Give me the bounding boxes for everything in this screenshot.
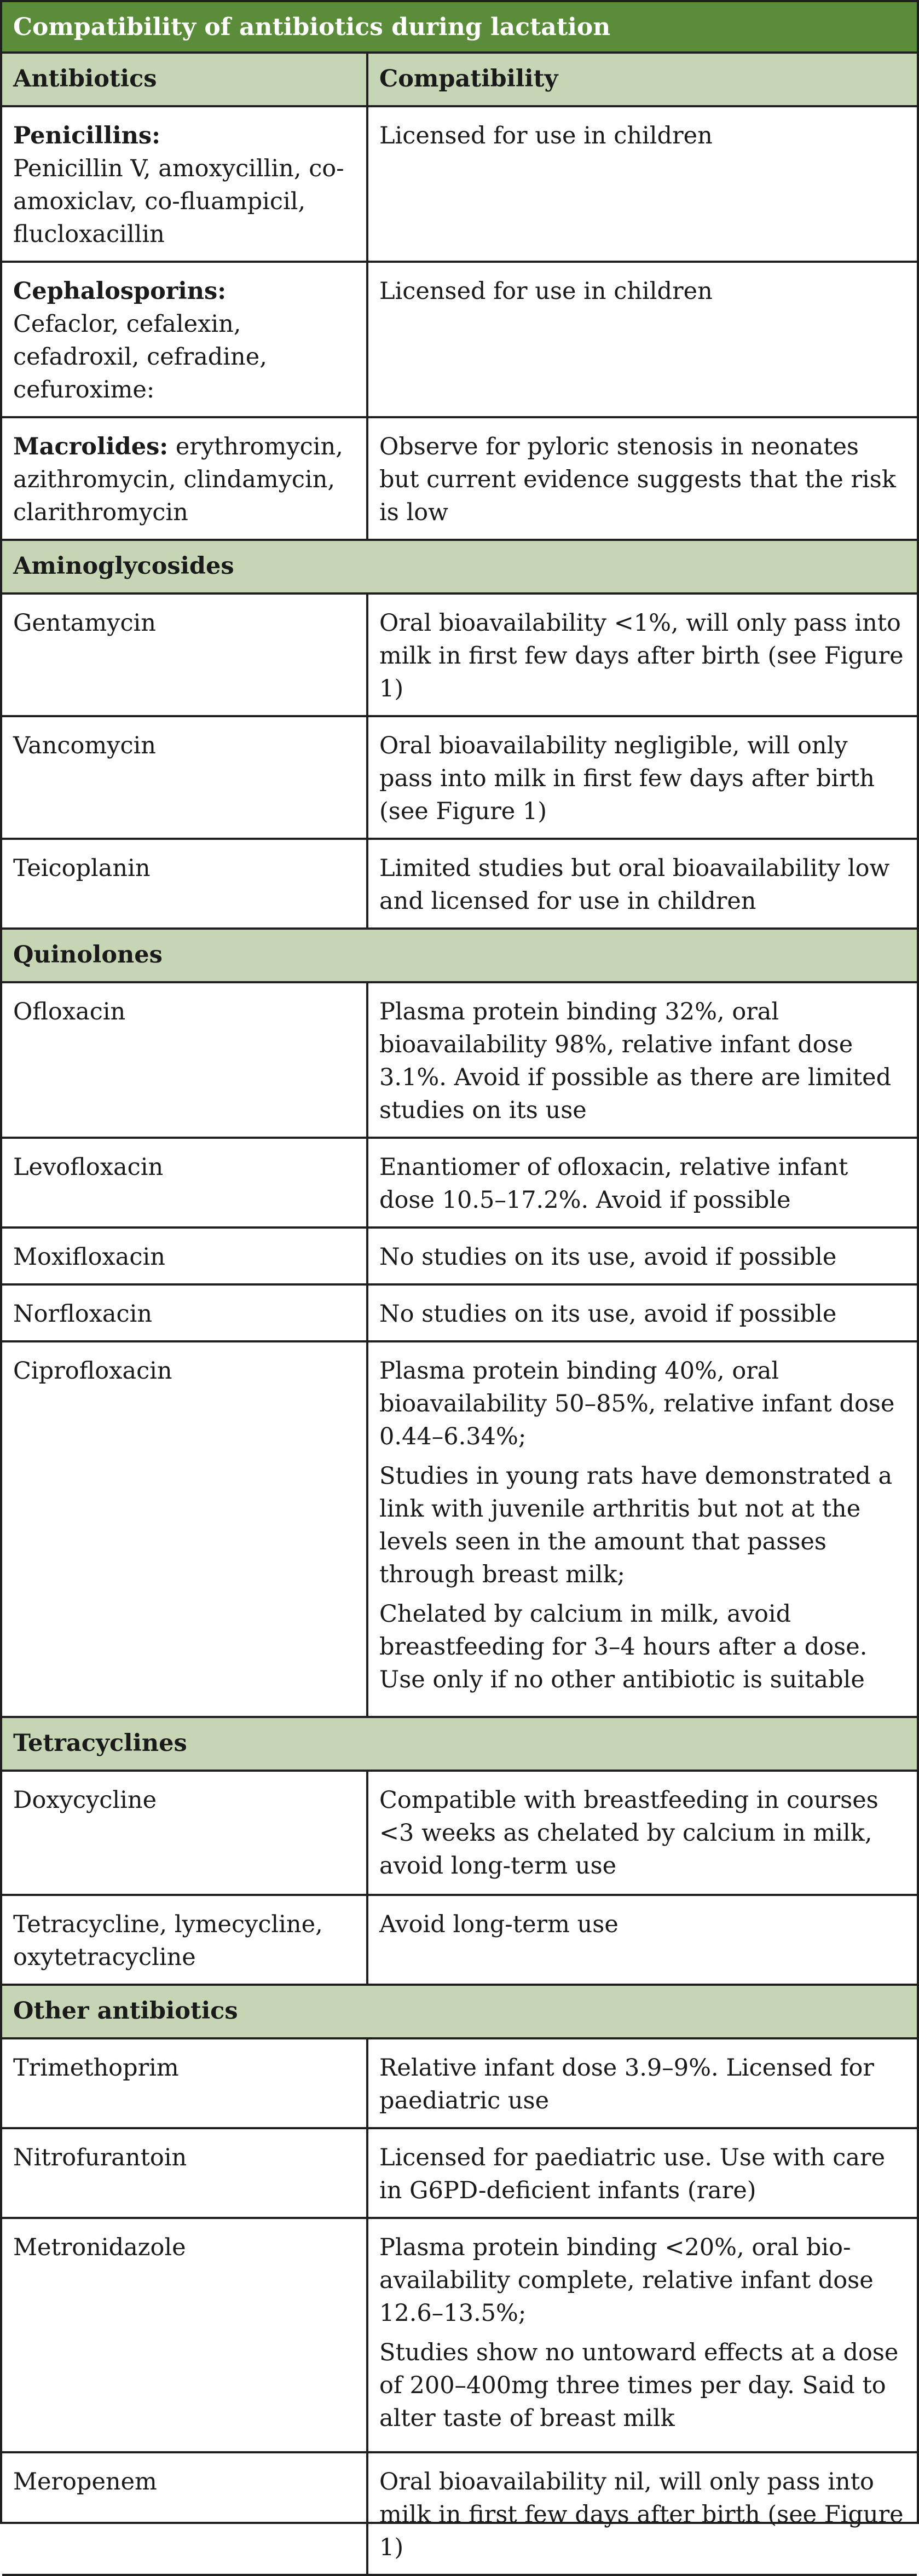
compat-cell [367,593,917,716]
antibiotics-table [2,54,917,2576]
drug-cell: Ofloxacin [2,982,367,1138]
section-header-tetracyclines [2,1717,917,1771]
drug-cell: Metronidazole [2,2218,367,2452]
section-header-aminoglycosides [2,540,917,593]
header-antibiotics: Antibiotics [2,54,367,106]
table-row-cephalosporins [2,262,917,417]
drug-cell [2,417,367,540]
compat-text: Oral bioavailability nil, will only pass into milk in first few days after birth (see Figure 1) [379,2468,904,2561]
group-label: Penicillins: [13,122,161,149]
drug-list: erythromycin, azithromycin, clindamycin, clarithromycin [13,433,343,526]
compat-text: Licensed for use in children [379,278,713,305]
drug-list: Cefaclor, cefalexin, cefadroxil, cefradine, cefuroxime: [13,310,267,404]
table-row-norfloxacin [2,1284,917,1341]
compat-text: Oral bioavailability negligible, will only pass into milk in first few days after birth (see Figure 1) [379,732,875,825]
compat-cell [367,1138,917,1228]
table-row-macrolides [2,417,917,540]
compat-text: Enantiomer of ofloxacin, relative infant dose 10.5–17.2%. Avoid if possible [379,1154,848,1214]
table-row-gentamycin [2,593,917,716]
table-row-teicoplanin [2,839,917,929]
compat-cell [367,1228,917,1284]
compat-cell [367,839,917,929]
compat-text: Studies in young rats have demonstrated a link with juvenile arthritis but not at the levels seen in the amount that passes through breast milk; [379,1462,893,1588]
compat-cell [367,2038,917,2128]
table-row-levofloxacin [2,1138,917,1228]
compat-cell [367,1341,917,1717]
table-row-nitrofurantoin [2,2128,917,2218]
table-title: Compatibility of antibiotics during lactation [2,2,917,54]
compat-text: No studies on its use, avoid if possible [379,1300,837,1328]
compat-text: Studies show no untoward effects at a dose of 200–400mg three times per day. Said to alter taste of breast milk [379,2339,899,2432]
table-header-row [2,54,917,106]
table-row-doxycycline [2,1771,917,1895]
compat-text: Plasma protein binding 40%, oral bioavailability 50–85%, relative infant dose 0.44–6.34%; [379,1357,895,1450]
compat-cell [367,1771,917,1895]
drug-cell [2,106,367,262]
compat-cell [367,262,917,417]
drug-cell: Gentamycin [2,593,367,716]
compat-text: No studies on its use, avoid if possible [379,1243,837,1271]
compat-text: Chelated by calcium in milk, avoid breastfeeding for 3–4 hours after a dose. Use only if no other antibiotic is suitable [379,1600,868,1693]
table-row-trimethoprim [2,2038,917,2128]
table-row-ofloxacin [2,982,917,1138]
group-label: Cephalosporins: [13,278,227,305]
drug-cell: Doxycycline [2,1771,367,1895]
table-row-metronidazole [2,2218,917,2452]
compat-text: Limited studies but oral bioavailability low and licensed for use in children [379,855,890,915]
drug-cell: Meropenem [2,2452,367,2575]
compat-text: Plasma protein binding <20%, oral bio-availability complete, relative infant dose 12.6–13.5%; [379,2234,874,2327]
drug-cell: Tetracycline, lymecycline, oxytetracycline [2,1895,367,1985]
table-row-vancomycin [2,716,917,839]
section-header-other-antibiotics [2,1985,917,2038]
table-row-tetracycline [2,1895,917,1985]
compat-text: Observe for pyloric stenosis in neonates but current evidence suggests that the risk is low [379,433,896,526]
compat-cell [367,716,917,839]
compat-cell [367,417,917,540]
drug-cell: Norfloxacin [2,1284,367,1341]
section-label: Tetracyclines [2,1717,917,1771]
drug-cell: Vancomycin [2,716,367,839]
drug-cell: Ciprofloxacin [2,1341,367,1717]
group-label: Macrolides: [13,433,169,460]
table-row-moxifloxacin [2,1228,917,1284]
compat-text: Licensed for paediatric use. Use with care in G6PD-deficient infants (rare) [379,2144,886,2204]
section-label: Other antibiotics [2,1985,917,2038]
drug-cell: Nitrofurantoin [2,2128,367,2218]
compat-text: Plasma protein binding 32%, oral bioavailability 98%, relative infant dose 3.1%. Avoid if possible as there are limited studies on its use [379,998,892,1124]
compat-cell [367,1895,917,1985]
compat-text: Relative infant dose 3.9–9%. Licensed for paediatric use [379,2054,874,2114]
drug-cell: Moxifloxacin [2,1228,367,1284]
table-row-penicillins [2,106,917,262]
section-label: Aminoglycosides [2,540,917,593]
compat-text: Compatible with breastfeeding in courses <3 weeks as chelated by calcium in milk, avoid long-term use [379,1787,878,1880]
compat-cell [367,1284,917,1341]
drug-list: Penicillin V, amoxycillin, co-amoxiclav, co-fluampicil, flucloxacillin [13,155,344,248]
table-row-meropenem [2,2452,917,2575]
compat-text: Avoid long-term use [379,1911,619,1938]
compat-cell [367,2128,917,2218]
drug-cell: Trimethoprim [2,2038,367,2128]
drug-cell: Levofloxacin [2,1138,367,1228]
compat-text: Oral bioavailability <1%, will only pass into milk in first few days after birth (see Figure 1) [379,609,904,702]
compat-text: Licensed for use in children [379,122,713,149]
section-header-quinolones [2,929,917,982]
header-compatibility: Compatibility [367,54,917,106]
compat-cell [367,2218,917,2452]
compat-cell [367,982,917,1138]
section-label: Quinolones [2,929,917,982]
drug-cell: Teicoplanin [2,839,367,929]
table-row-ciprofloxacin [2,1341,917,1717]
compat-cell [367,106,917,262]
drug-cell [2,262,367,417]
compat-cell [367,2452,917,2575]
